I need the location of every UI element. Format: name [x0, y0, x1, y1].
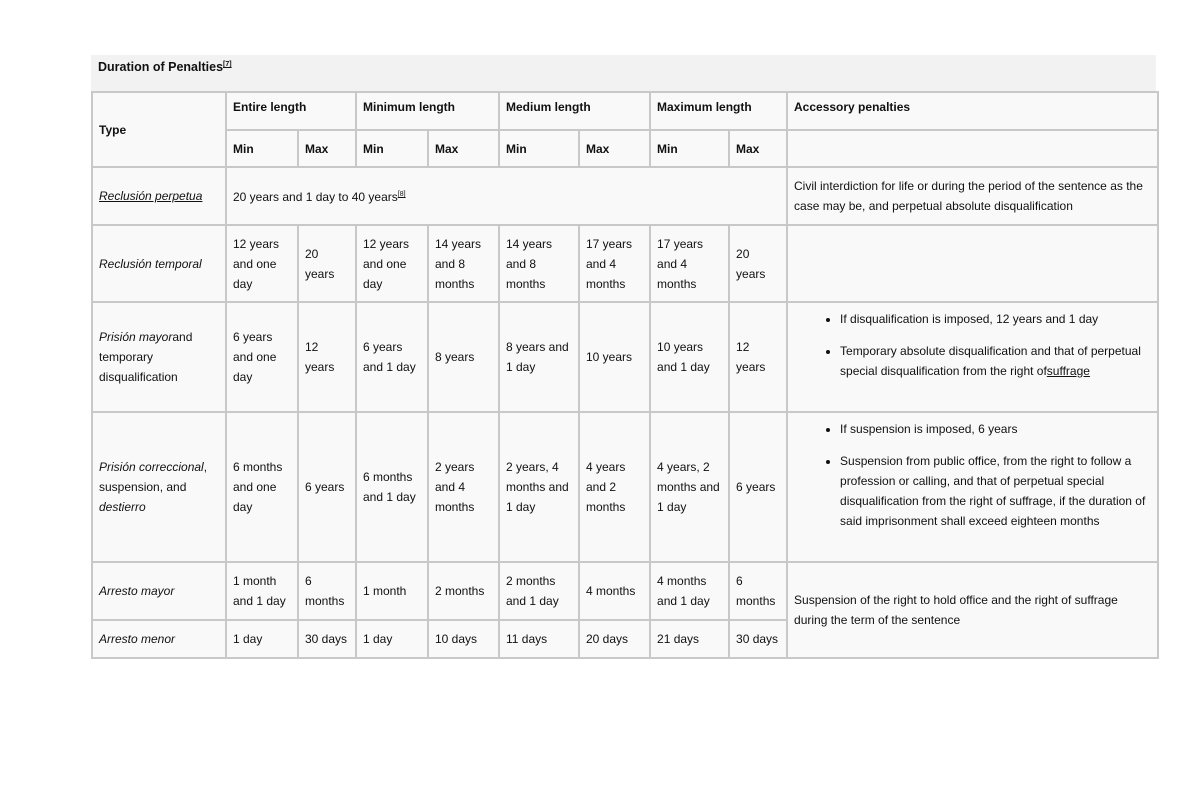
title-text: Duration of Penalties — [98, 60, 224, 74]
type-reclusion-temporal: Reclusión temporal — [92, 225, 226, 302]
cell: 2 years, 4 months and 1 day — [499, 412, 579, 562]
header-medium-length: Medium length — [499, 92, 650, 130]
cell: 4 years and 2 months — [579, 412, 650, 562]
type-prision-mayor: Prisión mayorand temporary disqualification — [92, 302, 226, 412]
perpetua-duration: 20 years and 1 day to 40 years[8] — [226, 167, 787, 225]
list-item: • If disqualification is imposed, 12 years and 1 day — [840, 309, 1151, 329]
cell: 2 months — [428, 562, 499, 620]
type-prision-correccional: Prisión correccional, suspension, and destierro — [92, 412, 226, 562]
header-row-2 — [92, 130, 1158, 167]
header-accessory-blank — [787, 130, 1158, 167]
cell: 6 years and one day — [226, 302, 298, 412]
cell: 6 years — [298, 412, 356, 562]
table-row — [92, 302, 1158, 412]
table-row — [92, 562, 1158, 620]
cell: 2 months and 1 day — [499, 562, 579, 620]
cell: 6 years — [729, 412, 787, 562]
arresto-accessory: Suspension of the right to hold office and the right of suffrage during the term of the sentence — [787, 562, 1158, 658]
header-row-1 — [92, 92, 1158, 130]
cell: 14 years and 8 months — [428, 225, 499, 302]
cell: 20 days — [579, 620, 650, 658]
cell: 20 years — [298, 225, 356, 302]
type-reclusion-perpetua — [92, 167, 226, 225]
cell: 4 years, 2 months and 1 day — [650, 412, 729, 562]
cell: 10 days — [428, 620, 499, 658]
header-min: Min — [650, 130, 729, 167]
cell: 17 years and 4 months — [650, 225, 729, 302]
cell: 6 months and one day — [226, 412, 298, 562]
cell: 8 years and 1 day — [499, 302, 579, 412]
temporal-accessory — [787, 225, 1158, 302]
cell: 6 years and 1 day — [356, 302, 428, 412]
cell: 1 day — [226, 620, 298, 658]
cell: 30 days — [729, 620, 787, 658]
table-title — [91, 55, 1156, 91]
cell: 11 days — [499, 620, 579, 658]
cell: 30 days — [298, 620, 356, 658]
header-min: Min — [356, 130, 428, 167]
table-row — [92, 167, 1158, 225]
list-item: • If suspension is imposed, 6 years — [840, 419, 1151, 439]
header-type: Type — [92, 92, 226, 167]
cell: 1 day — [356, 620, 428, 658]
header-min: Min — [226, 130, 298, 167]
header-min: Min — [499, 130, 579, 167]
list-item: • Suspension from public office, from the right to follow a profession or calling, and that of perpetual special disqualification from the right of suffrage, if the duration of said imprisonment shall exceed eighteen months — [840, 451, 1151, 531]
cell: 14 years and 8 months — [499, 225, 579, 302]
header-entire-length: Entire length — [226, 92, 356, 130]
header-maximum-length: Maximum length — [650, 92, 787, 130]
cell: 20 years — [729, 225, 787, 302]
footnote-link[interactable]: [8] — [397, 191, 406, 198]
cell: 6 months — [729, 562, 787, 620]
type-arresto-menor: Arresto menor — [92, 620, 226, 658]
header-max: Max — [428, 130, 499, 167]
table-row — [92, 412, 1158, 562]
mayor-accessory — [787, 302, 1158, 412]
correccional-accessory — [787, 412, 1158, 562]
table-row — [92, 225, 1158, 302]
cell: 6 months and 1 day — [356, 412, 428, 562]
title-footnote-link[interactable]: [7] — [223, 60, 232, 68]
cell: 12 years and one day — [226, 225, 298, 302]
perpetua-accessory: Civil interdiction for life or during the period of the sentence as the case may be, and perpetual absolute disqualification — [787, 167, 1158, 225]
header-max: Max — [298, 130, 356, 167]
header-minimum-length: Minimum length — [356, 92, 499, 130]
cell: 10 years and 1 day — [650, 302, 729, 412]
penalties-table — [91, 91, 1159, 659]
cell: 21 days — [650, 620, 729, 658]
cell: 8 years — [428, 302, 499, 412]
header-max: Max — [579, 130, 650, 167]
list-item: • Temporary absolute disqualification and that of perpetual special disqualification from the right ofsuffrage — [840, 341, 1151, 381]
suffrage-link[interactable]: suffrage — [1046, 364, 1090, 378]
cell: 1 month — [356, 562, 428, 620]
accessory-list — [794, 419, 1151, 531]
cell: 2 years and 4 months — [428, 412, 499, 562]
cell: 12 years — [729, 302, 787, 412]
type-arresto-mayor: Arresto mayor — [92, 562, 226, 620]
reclusion-perpetua-link[interactable]: Reclusión perpetua — [99, 189, 203, 203]
cell: 12 years and one day — [356, 225, 428, 302]
cell: 6 months — [298, 562, 356, 620]
accessory-list — [794, 309, 1151, 381]
cell: 12 years — [298, 302, 356, 412]
cell: 4 months — [579, 562, 650, 620]
header-accessory-penalties: Accessory penalties — [787, 92, 1158, 130]
cell: 1 month and 1 day — [226, 562, 298, 620]
cell: 17 years and 4 months — [579, 225, 650, 302]
cell: 10 years — [579, 302, 650, 412]
header-max: Max — [729, 130, 787, 167]
cell: 4 months and 1 day — [650, 562, 729, 620]
